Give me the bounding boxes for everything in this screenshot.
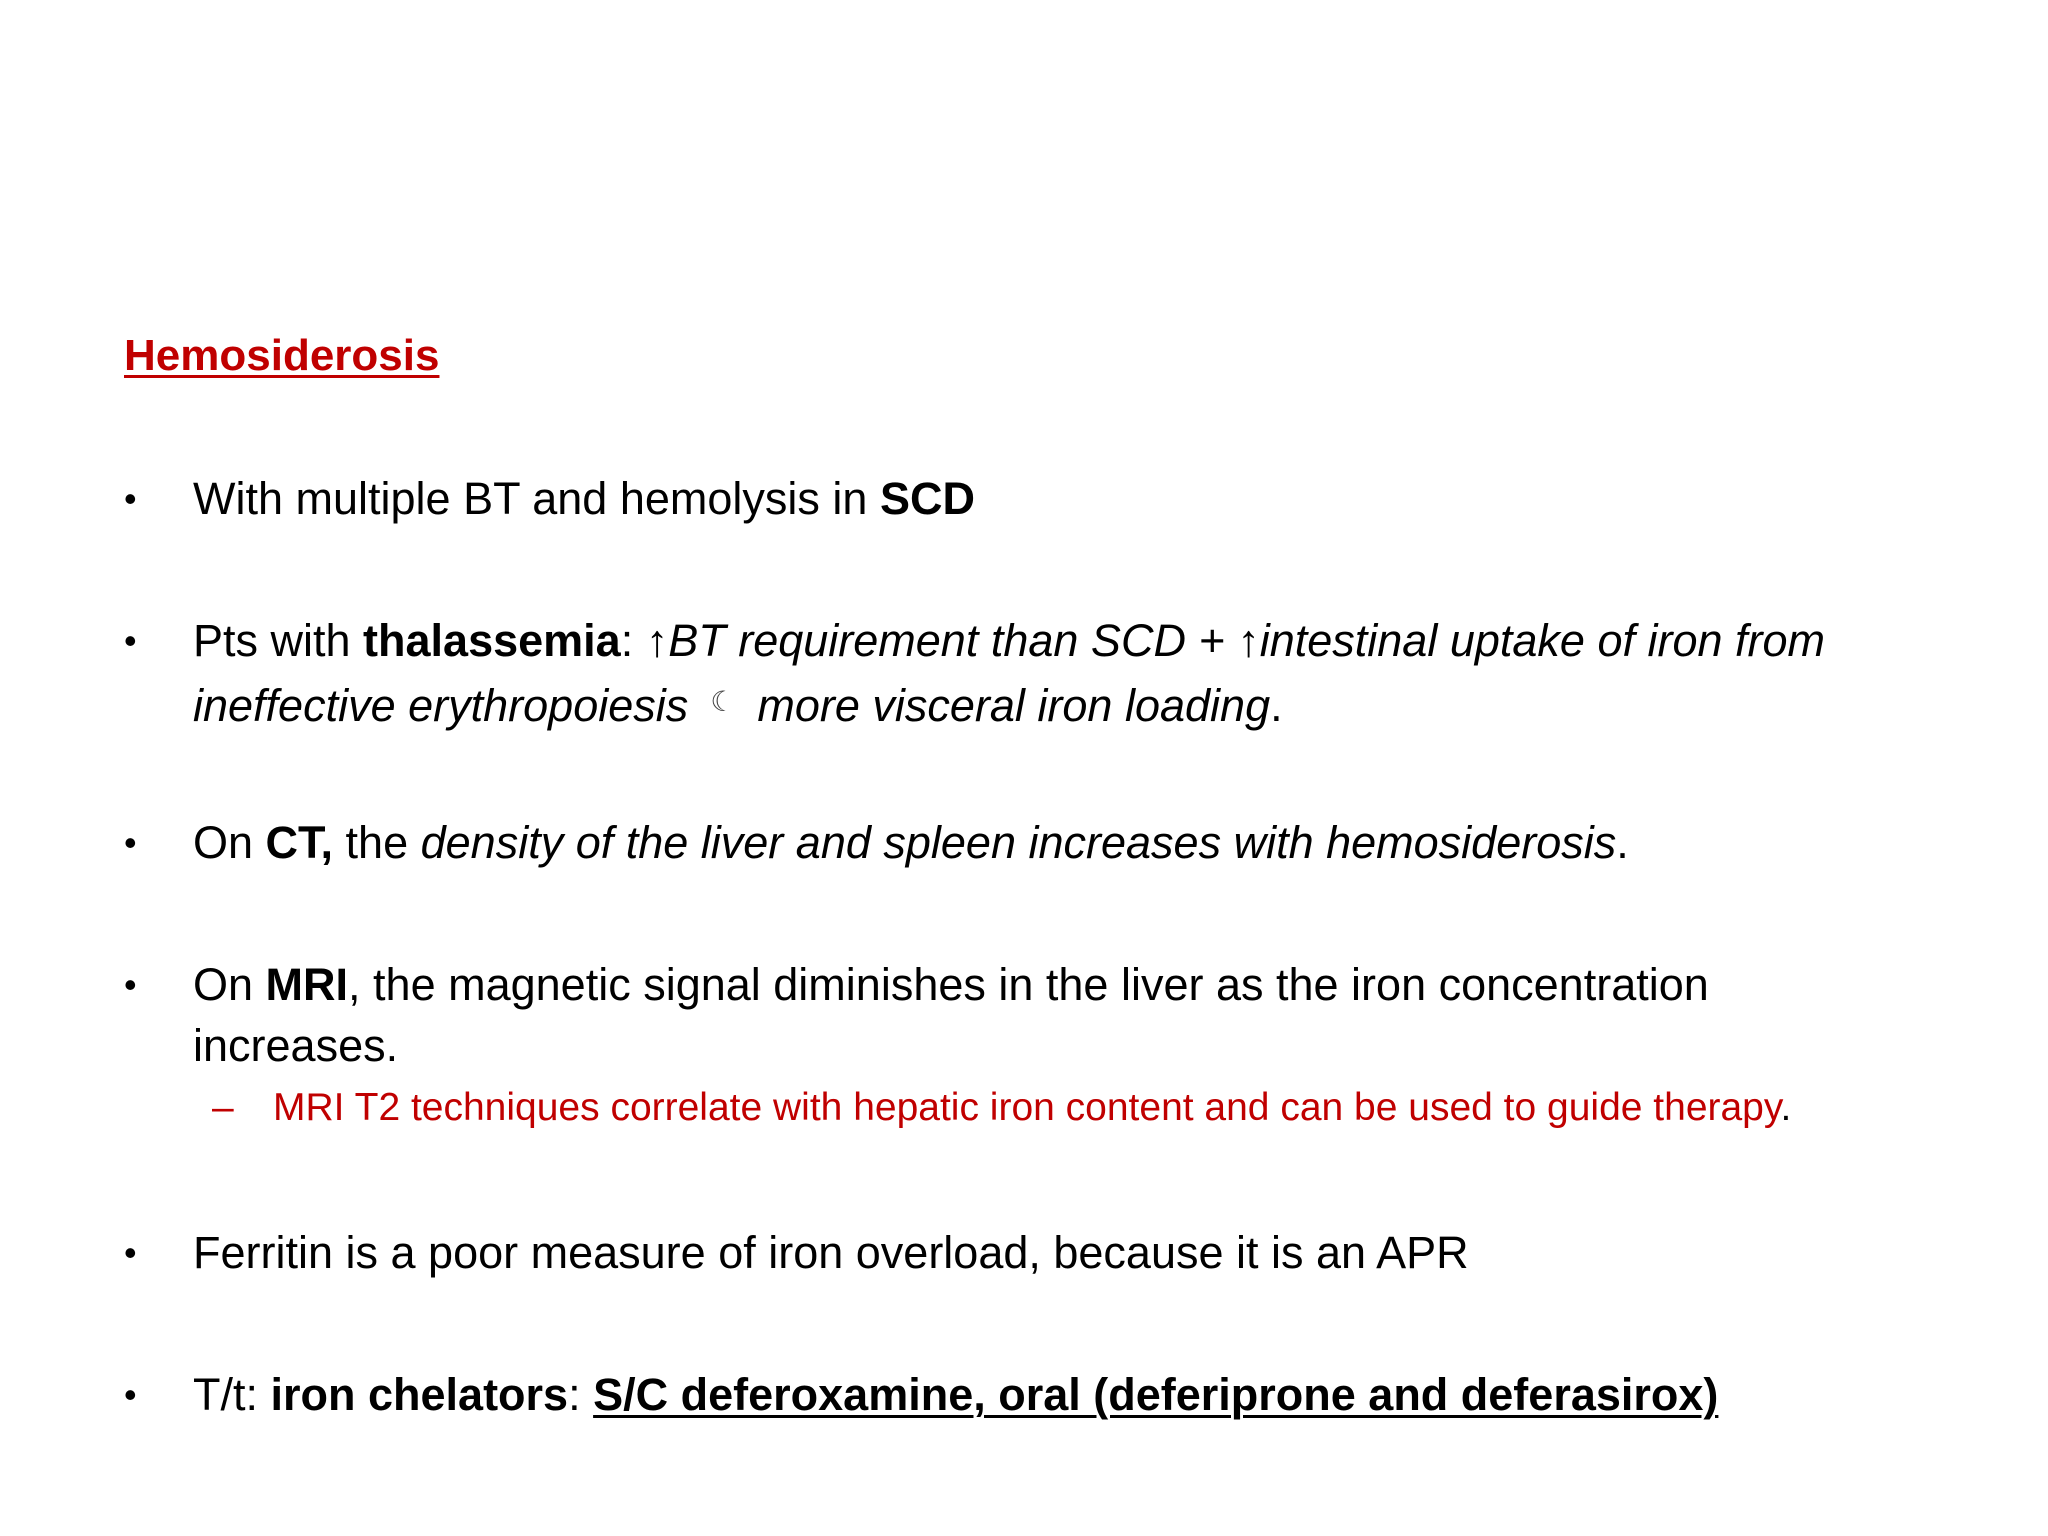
bullet-item [124,954,1864,1076]
sub-bullet-item [212,1082,1912,1134]
bullet-italic-run: ↑BT requirement than SCD + ↑intestinal uptake of iron from ineffective erythropoiesis [193,615,1826,731]
bullet-dot: • [124,964,137,1005]
bullet-item [124,812,1924,873]
sub-bullet-text-run: . [1780,1086,1792,1129]
bullet-text-run: On [193,817,266,868]
bullet-text-run: On [193,959,266,1010]
bullet-dot: • [124,620,137,661]
bullet-bold-run: MRI [265,959,349,1010]
bullet-text-run: T/t: [193,1369,271,1420]
bullet-text [193,812,1924,873]
bullet-text [193,1364,1924,1425]
bullet-bold-underline-run: S/C deferoxamine, oral (deferiprone and deferasirox) [593,1369,1719,1420]
bullet-text-run: . [1616,817,1629,868]
sub-bullet-red-run: MRI T2 techniques correlate with hepatic iron content and can be used to guide therapy [273,1086,1781,1129]
bullet-bold-run: iron chelators [270,1369,569,1420]
bullet-item [124,610,1924,736]
bullet-text-run: the [333,817,421,868]
bullet-text-run: , the magnetic signal diminishes in the liver as the iron concentration increases. [193,959,1709,1071]
sub-bullet-text [273,1082,1912,1134]
bullet-italic-run: more visceral iron loading [757,680,1271,731]
bullet-item [124,1222,1924,1283]
bullet-item [124,468,1924,529]
bullet-dot: • [124,478,137,519]
bullet-text [193,1222,1924,1283]
sub-bullet-dash: – [212,1086,234,1129]
bullet-dot: • [124,1374,137,1415]
slide-title: Hemosiderosis [124,331,440,380]
moon-symbol-icon: ☾ [710,686,736,717]
bullet-dot: • [124,1232,137,1273]
bullet-dot: • [124,822,137,863]
bullet-text-run: Pts with [193,615,364,666]
bullet-item [124,1364,1924,1425]
bullet-text-run: : [568,1369,594,1420]
bullet-italic-run: density of the liver and spleen increases with hemosiderosis [420,817,1617,868]
bullet-text [193,954,1864,1076]
bullet-text-run: . [1270,680,1283,731]
bullet-text-run: Ferritin is a poor measure of iron overload, because it is an APR [193,1227,1469,1278]
bullet-bold-run: SCD [879,473,975,524]
bullet-text [193,610,1924,736]
bullet-text-run: With multiple BT and hemolysis in [193,473,880,524]
bullet-text-run: : [620,615,646,666]
bullet-bold-run: thalassemia [363,615,621,666]
bullet-bold-run: CT, [265,817,334,868]
bullet-text [193,468,1924,529]
